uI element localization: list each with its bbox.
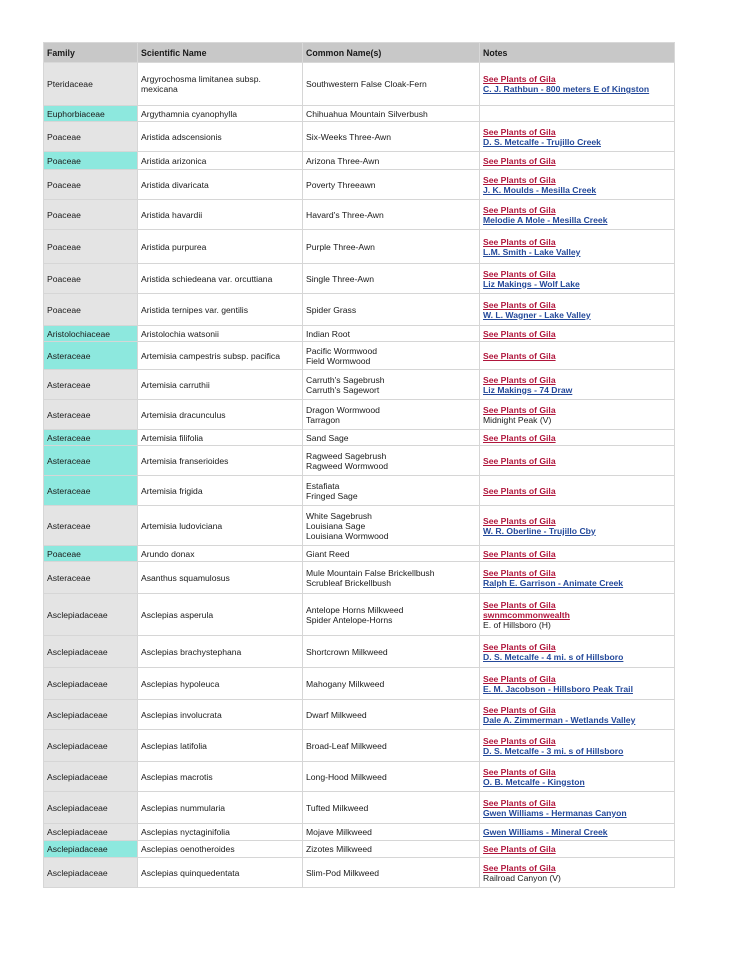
scientific-name-cell: Artemisia franserioides bbox=[138, 446, 303, 476]
note-link[interactable]: Melodie A Mole - Mesilla Creek bbox=[483, 214, 608, 225]
common-name: Long-Hood Milkweed bbox=[306, 771, 387, 782]
scientific-name-cell: Argyrochosma limitanea subsp. mexicana bbox=[138, 63, 303, 106]
table-row bbox=[44, 400, 675, 430]
common-name-cell bbox=[303, 546, 480, 562]
scientific-name-cell: Artemisia frigida bbox=[138, 476, 303, 506]
note-link[interactable]: W. L. Wagner - Lake Valley bbox=[483, 309, 591, 320]
scientific-name-cell: Argythamnia cyanophylla bbox=[138, 106, 303, 122]
table-row bbox=[44, 506, 675, 546]
common-name-cell bbox=[303, 342, 480, 370]
note-link[interactable]: See Plants of Gila bbox=[483, 455, 556, 466]
family-cell: Poaceae bbox=[44, 264, 138, 294]
common-name-cell bbox=[303, 200, 480, 230]
scientific-name-cell: Aristida schiedeana var. orcuttiana bbox=[138, 264, 303, 294]
common-name-cell bbox=[303, 326, 480, 342]
family-cell: Asclepiadaceae bbox=[44, 668, 138, 700]
note-link[interactable]: See Plants of Gila bbox=[483, 174, 556, 185]
notes-cell bbox=[480, 506, 675, 546]
common-name: Carruth's Sagewort bbox=[306, 384, 380, 395]
scientific-name-cell: Asclepias nyctaginifolia bbox=[138, 824, 303, 841]
notes-cell bbox=[480, 858, 675, 888]
note-link[interactable]: See Plants of Gila bbox=[483, 515, 556, 526]
common-name-cell bbox=[303, 230, 480, 264]
note-link[interactable]: swnmcommonwealth bbox=[483, 609, 570, 620]
note-link[interactable]: O. B. Metcalfe - Kingston bbox=[483, 776, 585, 787]
common-name-cell bbox=[303, 264, 480, 294]
common-name: Havard's Three-Awn bbox=[306, 209, 384, 220]
family-cell: Asteraceae bbox=[44, 400, 138, 430]
common-name: Mahogany Milkweed bbox=[306, 678, 385, 689]
table-row bbox=[44, 230, 675, 264]
note-link[interactable]: See Plants of Gila bbox=[483, 704, 556, 715]
note-text: E. of Hillsboro (H) bbox=[483, 619, 551, 630]
common-name-cell bbox=[303, 370, 480, 400]
family-cell: Asteraceae bbox=[44, 430, 138, 446]
note-link[interactable]: See Plants of Gila bbox=[483, 328, 556, 339]
note-link[interactable]: See Plants of Gila bbox=[483, 548, 556, 559]
common-name: Scrubleaf Brickellbush bbox=[306, 577, 392, 588]
scientific-name-cell: Arundo donax bbox=[138, 546, 303, 562]
scientific-name-cell: Artemisia filifolia bbox=[138, 430, 303, 446]
notes-cell bbox=[480, 294, 675, 326]
family-cell: Asteraceae bbox=[44, 342, 138, 370]
common-name: Sand Sage bbox=[306, 432, 349, 443]
notes-cell bbox=[480, 700, 675, 730]
plant-list-page bbox=[43, 42, 674, 888]
common-name-cell bbox=[303, 106, 480, 122]
common-name: Spider Antelope-Horns bbox=[306, 614, 393, 625]
notes-cell bbox=[480, 546, 675, 562]
plant-species-table bbox=[43, 42, 675, 888]
header-family: Family bbox=[44, 43, 138, 63]
common-name: Pacific Wormwood bbox=[306, 345, 377, 356]
note-link[interactable]: W. R. Oberline - Trujillo Cby bbox=[483, 525, 596, 536]
scientific-name-cell: Artemisia campestris subsp. pacifica bbox=[138, 342, 303, 370]
family-cell: Asteraceae bbox=[44, 370, 138, 400]
table-row bbox=[44, 63, 675, 106]
note-link[interactable]: Gwen Williams - Mineral Creek bbox=[483, 827, 608, 837]
notes-cell bbox=[480, 636, 675, 668]
common-name: Dwarf Milkweed bbox=[306, 709, 367, 720]
note-link[interactable]: Ralph E. Garrison - Animate Creek bbox=[483, 577, 624, 588]
scientific-name-cell: Asclepias macrotis bbox=[138, 762, 303, 792]
common-name: Fringed Sage bbox=[306, 490, 358, 501]
common-name-cell bbox=[303, 122, 480, 152]
common-name-cell bbox=[303, 668, 480, 700]
table-row bbox=[44, 562, 675, 594]
note-link[interactable]: See Plants of Gila bbox=[483, 404, 556, 415]
notes-cell bbox=[480, 446, 675, 476]
common-name-cell bbox=[303, 858, 480, 888]
common-name-cell bbox=[303, 700, 480, 730]
notes-cell bbox=[480, 230, 675, 264]
scientific-name-cell: Asclepias involucrata bbox=[138, 700, 303, 730]
common-name: Mule Mountain False Brickellbush bbox=[306, 567, 435, 578]
common-name: Ragweed Wormwood bbox=[306, 460, 388, 471]
family-cell: Poaceae bbox=[44, 152, 138, 170]
note-link[interactable]: See Plants of Gila bbox=[483, 797, 556, 808]
table-row bbox=[44, 762, 675, 792]
common-name-cell bbox=[303, 400, 480, 430]
notes-cell bbox=[480, 200, 675, 230]
common-name-cell bbox=[303, 841, 480, 858]
common-name: Tufted Milkweed bbox=[306, 802, 369, 813]
common-name: Mojave Milkweed bbox=[306, 827, 372, 837]
family-cell: Asclepiadaceae bbox=[44, 841, 138, 858]
common-name-cell bbox=[303, 792, 480, 824]
common-name: White Sagebrush bbox=[306, 510, 372, 521]
note-link[interactable]: Liz Makings - Wolf Lake bbox=[483, 278, 580, 289]
table-row bbox=[44, 370, 675, 400]
common-name-cell bbox=[303, 170, 480, 200]
table-row bbox=[44, 326, 675, 342]
notes-cell bbox=[480, 152, 675, 170]
common-name: Tarragon bbox=[306, 414, 340, 425]
family-cell: Asclepiadaceae bbox=[44, 824, 138, 841]
note-link[interactable]: See Plants of Gila bbox=[483, 567, 556, 578]
note-link[interactable]: Gwen Williams - Hermanas Canyon bbox=[483, 807, 627, 818]
common-name-cell bbox=[303, 506, 480, 546]
notes-cell bbox=[480, 106, 675, 122]
note-text: Railroad Canyon (V) bbox=[483, 872, 561, 883]
note-link[interactable]: See Plants of Gila bbox=[483, 432, 556, 443]
note-link[interactable]: See Plants of Gila bbox=[483, 204, 556, 215]
note-link[interactable]: See Plants of Gila bbox=[483, 236, 556, 247]
notes-cell bbox=[480, 400, 675, 430]
family-cell: Poaceae bbox=[44, 122, 138, 152]
note-link[interactable]: L.M. Smith - Lake Valley bbox=[483, 246, 581, 257]
table-row bbox=[44, 841, 675, 858]
note-link[interactable]: See Plants of Gila bbox=[483, 673, 556, 684]
scientific-name-cell: Aristida adscensionis bbox=[138, 122, 303, 152]
common-name: Estafiata bbox=[306, 480, 340, 491]
notes-cell bbox=[480, 762, 675, 792]
common-name: Six-Weeks Three-Awn bbox=[306, 131, 392, 142]
common-name-cell bbox=[303, 476, 480, 506]
common-name: Spider Grass bbox=[306, 304, 357, 315]
notes-cell bbox=[480, 370, 675, 400]
notes-cell bbox=[480, 594, 675, 636]
table-row bbox=[44, 294, 675, 326]
family-cell: Aristolochiaceae bbox=[44, 326, 138, 342]
common-name: Broad-Leaf Milkweed bbox=[306, 740, 387, 751]
common-name: Southwestern False Cloak-Fern bbox=[306, 79, 427, 89]
family-cell: Asclepiadaceae bbox=[44, 858, 138, 888]
table-row bbox=[44, 200, 675, 230]
common-name: Louisiana Sage bbox=[306, 520, 366, 531]
scientific-name-cell: Asclepias asperula bbox=[138, 594, 303, 636]
note-text: Midnight Peak (V) bbox=[483, 414, 552, 425]
common-name-cell bbox=[303, 562, 480, 594]
notes-cell bbox=[480, 824, 675, 841]
notes-cell bbox=[480, 430, 675, 446]
table-header-row bbox=[44, 43, 675, 63]
family-cell: Asteraceae bbox=[44, 562, 138, 594]
family-cell: Asclepiadaceae bbox=[44, 762, 138, 792]
common-name-cell bbox=[303, 430, 480, 446]
table-row bbox=[44, 152, 675, 170]
notes-cell bbox=[480, 342, 675, 370]
scientific-name-cell: Asclepias latifolia bbox=[138, 730, 303, 762]
note-link[interactable]: See Plants of Gila bbox=[483, 641, 556, 652]
note-link[interactable]: See Plants of Gila bbox=[483, 268, 556, 279]
table-row bbox=[44, 792, 675, 824]
family-cell: Asteraceae bbox=[44, 506, 138, 546]
common-name-cell bbox=[303, 294, 480, 326]
family-cell: Euphorbiaceae bbox=[44, 106, 138, 122]
common-name-cell bbox=[303, 636, 480, 668]
header-scientific-name: Scientific Name bbox=[138, 43, 303, 63]
scientific-name-cell: Asclepias hypoleuca bbox=[138, 668, 303, 700]
note-link[interactable]: See Plants of Gila bbox=[483, 299, 556, 310]
common-name: Slim-Pod Milkweed bbox=[306, 867, 380, 878]
table-row bbox=[44, 594, 675, 636]
note-link[interactable]: See Plants of Gila bbox=[483, 735, 556, 746]
header-notes: Notes bbox=[480, 43, 675, 63]
note-link[interactable]: D. S. Metcalfe - 3 mi. s of Hillsboro bbox=[483, 745, 624, 756]
table-row bbox=[44, 668, 675, 700]
scientific-name-cell: Aristida arizonica bbox=[138, 152, 303, 170]
common-name: Arizona Three-Awn bbox=[306, 155, 380, 166]
scientific-name-cell: Aristida divaricata bbox=[138, 170, 303, 200]
family-cell: Asclepiadaceae bbox=[44, 594, 138, 636]
scientific-name-cell: Asclepias quinquedentata bbox=[138, 858, 303, 888]
note-link[interactable]: See Plants of Gila bbox=[483, 862, 556, 873]
family-cell: Poaceae bbox=[44, 546, 138, 562]
scientific-name-cell: Aristolochia watsonii bbox=[138, 326, 303, 342]
scientific-name-cell: Asclepias oenotheroides bbox=[138, 841, 303, 858]
table-row bbox=[44, 700, 675, 730]
family-cell: Poaceae bbox=[44, 230, 138, 264]
common-name: Louisiana Wormwood bbox=[306, 530, 389, 541]
notes-cell bbox=[480, 264, 675, 294]
common-name-cell bbox=[303, 762, 480, 792]
note-link[interactable]: See Plants of Gila bbox=[483, 599, 556, 610]
table-row bbox=[44, 730, 675, 762]
note-link[interactable]: Liz Makings - 74 Draw bbox=[483, 384, 573, 395]
header-common-names: Common Name(s) bbox=[303, 43, 480, 63]
scientific-name-cell: Asclepias nummularia bbox=[138, 792, 303, 824]
note-link[interactable]: See Plants of Gila bbox=[483, 766, 556, 777]
note-link[interactable]: D. S. Metcalfe - 4 mi. s of Hillsboro bbox=[483, 651, 624, 662]
common-name: Single Three-Awn bbox=[306, 273, 374, 284]
notes-cell bbox=[480, 63, 675, 106]
common-name-cell bbox=[303, 446, 480, 476]
notes-cell bbox=[480, 476, 675, 506]
table-row bbox=[44, 122, 675, 152]
note-link[interactable]: J. K. Moulds - Mesilla Creek bbox=[483, 184, 597, 195]
family-cell: Asteraceae bbox=[44, 476, 138, 506]
scientific-name-cell: Aristida purpurea bbox=[138, 230, 303, 264]
note-link[interactable]: E. M. Jacobson - Hillsboro Peak Trail bbox=[483, 683, 633, 694]
scientific-name-cell: Asanthus squamulosus bbox=[138, 562, 303, 594]
common-name: Dragon Wormwood bbox=[306, 404, 380, 415]
common-name: Field Wormwood bbox=[306, 355, 371, 366]
common-name: Antelope Horns Milkweed bbox=[306, 604, 404, 615]
common-name: Poverty Threeawn bbox=[306, 179, 376, 190]
family-cell: Poaceae bbox=[44, 170, 138, 200]
note-link[interactable]: See Plants of Gila bbox=[483, 126, 556, 137]
family-cell: Poaceae bbox=[44, 200, 138, 230]
family-cell: Pteridaceae bbox=[44, 63, 138, 106]
common-name-cell bbox=[303, 730, 480, 762]
notes-cell bbox=[480, 170, 675, 200]
common-name-cell bbox=[303, 63, 480, 106]
table-row bbox=[44, 476, 675, 506]
table-row bbox=[44, 170, 675, 200]
note-link[interactable]: See Plants of Gila bbox=[483, 350, 556, 361]
note-link[interactable]: D. S. Metcalfe - Trujillo Creek bbox=[483, 136, 601, 147]
family-cell: Asclepiadaceae bbox=[44, 730, 138, 762]
common-name: Shortcrown Milkweed bbox=[306, 646, 388, 657]
table-row bbox=[44, 824, 675, 841]
note-link[interactable]: See Plants of Gila bbox=[483, 485, 556, 496]
table-row bbox=[44, 636, 675, 668]
note-link[interactable]: C. J. Rathbun - 800 meters E of Kingston bbox=[483, 84, 650, 94]
common-name: Indian Root bbox=[306, 328, 350, 339]
family-cell: Asclepiadaceae bbox=[44, 700, 138, 730]
table-row bbox=[44, 858, 675, 888]
common-name: Ragweed Sagebrush bbox=[306, 450, 387, 461]
notes-cell bbox=[480, 562, 675, 594]
scientific-name-cell: Artemisia ludoviciana bbox=[138, 506, 303, 546]
common-name-cell bbox=[303, 594, 480, 636]
common-name-cell bbox=[303, 152, 480, 170]
common-name: Giant Reed bbox=[306, 548, 350, 559]
common-name: Carruth's Sagebrush bbox=[306, 374, 385, 385]
notes-cell bbox=[480, 326, 675, 342]
note-link[interactable]: See Plants of Gila bbox=[483, 374, 556, 385]
table-row bbox=[44, 342, 675, 370]
family-cell: Asclepiadaceae bbox=[44, 792, 138, 824]
table-row bbox=[44, 446, 675, 476]
table-row bbox=[44, 264, 675, 294]
scientific-name-cell: Artemisia carruthii bbox=[138, 370, 303, 400]
notes-cell bbox=[480, 730, 675, 762]
notes-cell bbox=[480, 122, 675, 152]
note-link[interactable]: See Plants of Gila bbox=[483, 74, 556, 84]
scientific-name-cell: Aristida ternipes var. gentilis bbox=[138, 294, 303, 326]
scientific-name-cell: Asclepias brachystephana bbox=[138, 636, 303, 668]
table-body bbox=[44, 63, 675, 888]
common-name-cell bbox=[303, 824, 480, 841]
scientific-name-cell: Aristida havardii bbox=[138, 200, 303, 230]
family-cell: Poaceae bbox=[44, 294, 138, 326]
common-name: Chihuahua Mountain Silverbush bbox=[306, 108, 428, 119]
table-row bbox=[44, 106, 675, 122]
note-link[interactable]: See Plants of Gila bbox=[483, 155, 556, 166]
note-link[interactable]: Dale A. Zimmerman - Wetlands Valley bbox=[483, 714, 636, 725]
notes-cell bbox=[480, 668, 675, 700]
family-cell: Asclepiadaceae bbox=[44, 636, 138, 668]
notes-cell bbox=[480, 792, 675, 824]
note-link[interactable]: See Plants of Gila bbox=[483, 844, 556, 854]
family-cell: Asteraceae bbox=[44, 446, 138, 476]
common-name: Zizotes Milkweed bbox=[306, 844, 372, 854]
notes-cell bbox=[480, 841, 675, 858]
table-row bbox=[44, 430, 675, 446]
common-name: Purple Three-Awn bbox=[306, 241, 375, 252]
scientific-name-cell: Artemisia dracunculus bbox=[138, 400, 303, 430]
table-row bbox=[44, 546, 675, 562]
